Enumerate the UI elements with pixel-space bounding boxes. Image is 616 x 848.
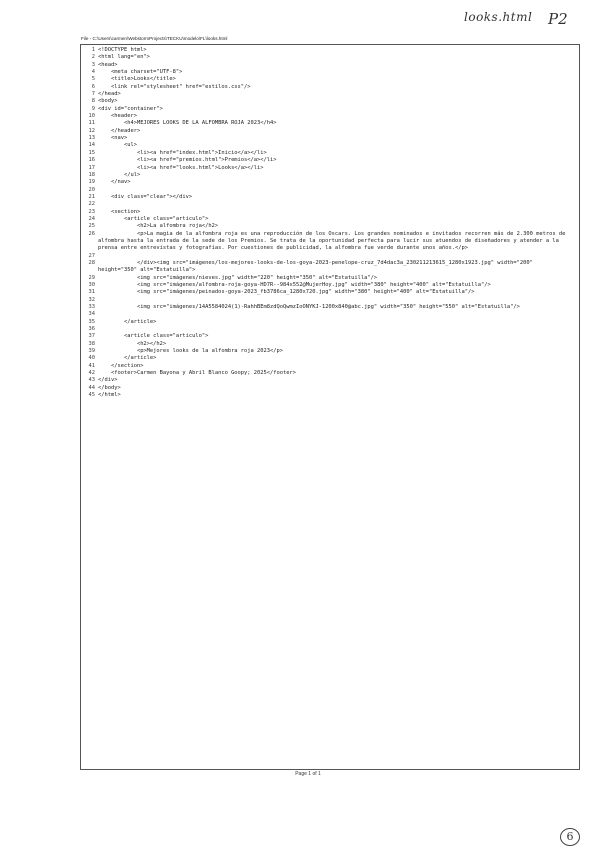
line-number: 31: [88, 289, 95, 296]
code-line: [84, 120, 574, 127]
code-line: [84, 128, 574, 135]
code-line: [84, 165, 574, 172]
line-text: </body>: [98, 384, 121, 391]
code-line: [84, 54, 574, 61]
line-number: 33: [88, 304, 95, 311]
code-line: [84, 69, 574, 76]
code-line: [84, 348, 574, 355]
line-number: 29: [88, 274, 95, 281]
line-text: <header>: [98, 113, 137, 120]
code-line: [84, 370, 574, 377]
line-text: <p>Mejores looks de la alfombra roja 2023</p>: [98, 348, 283, 355]
code-line: [84, 157, 574, 164]
code-listing: [84, 47, 574, 400]
line-text: <title>Looks</title>: [98, 76, 176, 83]
code-line: [84, 363, 574, 370]
line-number: 40: [88, 355, 95, 362]
line-number: 39: [88, 348, 95, 355]
code-line: [84, 172, 574, 179]
code-line: [84, 297, 574, 304]
line-number: 42: [88, 370, 95, 377]
code-line: [84, 341, 574, 348]
line-number: 20: [88, 186, 95, 193]
code-line: [84, 209, 574, 216]
handwritten-page-label: P2: [548, 10, 568, 28]
line-number: 3: [91, 61, 95, 68]
code-line: [84, 135, 574, 142]
code-line: [84, 223, 574, 230]
code-line: [84, 76, 574, 83]
line-text: </ul>: [98, 171, 141, 178]
line-text: <h4>MEJORES LOOKS DE LA ALFOMBRA ROJA 2023</h4>: [98, 120, 277, 127]
line-number: 6: [91, 83, 95, 90]
code-line: [84, 260, 574, 275]
line-number: 8: [91, 98, 95, 105]
line-text: </html>: [98, 392, 121, 399]
code-line: [84, 289, 574, 296]
code-line: [84, 377, 574, 384]
line-text: <img src="imágenes/peinados-goya-2023_fb3786ca_1280x720.jpg" width="380" height="400" alt="Estatuilla"/>: [98, 289, 475, 296]
line-number: 2: [91, 54, 95, 61]
line-text: <img src="imágenes/alfombra-roja-goya-HD7R--984x552@MujerHoy.jpg" width="380" height="400" alt="Estatuilla"/>: [98, 282, 491, 288]
line-text: <li><a href="looks.html">Looks</a></li>: [98, 164, 264, 171]
line-number: 17: [88, 164, 95, 171]
line-text: <link rel="stylesheet" href="estilos.css"/>: [98, 83, 251, 90]
line-text: </nav>: [98, 179, 131, 186]
line-number: 38: [88, 340, 95, 347]
line-number: 25: [88, 223, 95, 230]
line-text: <footer>Carmen Bayona y Abril Blanco Goopy; 2025</footer>: [98, 370, 296, 377]
code-line: [84, 355, 574, 362]
code-line: [84, 113, 574, 120]
code-line: [84, 201, 574, 208]
code-line: [84, 142, 574, 149]
code-line: [84, 47, 574, 54]
line-text: <img src="imágenes/14A5584024(1)-RahhBEm8zdQoQwmzIoONYKJ-1200x840@abc.jpg" width="350" height="550" alt="Estatuilla"/>: [98, 304, 520, 311]
code-line: [84, 98, 574, 105]
line-number: 1: [91, 47, 95, 53]
code-line: [84, 179, 574, 186]
line-text: <nav>: [98, 135, 128, 142]
line-number: 37: [88, 333, 95, 340]
line-text: <ul>: [98, 142, 137, 149]
line-text: <h2>La alfombra roja</h2>: [98, 223, 219, 230]
line-text: </section>: [98, 362, 144, 369]
line-number: 16: [88, 157, 95, 164]
line-number: 34: [88, 311, 95, 318]
line-text: <article class="articulo">: [98, 333, 209, 340]
line-number: 11: [88, 120, 95, 127]
line-number: 35: [88, 318, 95, 325]
line-number: 21: [88, 193, 95, 200]
line-number: 41: [88, 362, 95, 369]
code-line: [84, 106, 574, 113]
code-line: [84, 253, 574, 260]
line-number: 14: [88, 142, 95, 149]
line-number: 30: [88, 282, 95, 288]
line-text: <div class="clear"></div>: [98, 193, 193, 200]
line-number: 27: [88, 252, 95, 259]
line-number: 10: [88, 113, 95, 120]
line-number: 18: [88, 171, 95, 178]
code-line: [84, 333, 574, 340]
page-footer: Page 1 of 1: [295, 771, 321, 777]
code-line: [84, 194, 574, 201]
code-line: [84, 62, 574, 69]
code-line: [84, 304, 574, 311]
line-number: 32: [88, 296, 95, 303]
line-number: 5: [91, 76, 95, 83]
line-text: </div><img src="imágenes/los-mejores-looks-de-los-goya-2023-penelope-cruz_7d4dac3a_230211213615_1280x1923.jpg" width="200" height="350" alt="Estatuilla">: [98, 259, 537, 274]
code-line: [84, 150, 574, 157]
line-text: <meta charset="UTF-8">: [98, 69, 183, 76]
code-line: [84, 326, 574, 333]
code-line: [84, 231, 574, 253]
line-text: <!DOCTYPE html>: [98, 47, 147, 53]
line-number: 44: [88, 384, 95, 391]
line-number: 4: [91, 69, 95, 76]
line-text: </article>: [98, 318, 157, 325]
file-path-header: File - C:\Users\carmen\WebstormProjects\TECKU\modelo\FL\looks.html: [81, 36, 228, 41]
line-number: 12: [88, 127, 95, 134]
line-number: 36: [88, 326, 95, 333]
line-number: 19: [88, 179, 95, 186]
line-text: </header>: [98, 127, 141, 134]
code-line: [84, 216, 574, 223]
line-text: <head>: [98, 61, 118, 68]
line-text: </article>: [98, 355, 157, 362]
line-text: <section>: [98, 208, 141, 215]
line-number: 26: [88, 230, 95, 237]
line-number: 24: [88, 215, 95, 222]
code-line: [84, 319, 574, 326]
line-text: <h2></h2>: [98, 340, 167, 347]
line-text: </div>: [98, 377, 118, 384]
line-text: <li><a href="premios.html">Premios</a></li>: [98, 157, 277, 164]
line-text: </head>: [98, 91, 121, 98]
code-line: [84, 385, 574, 392]
code-line: [84, 187, 574, 194]
line-text: <article class="articulo">: [98, 215, 209, 222]
line-text: <img src="imágenes/nieves.jpg" width="220" height="350" alt="Estatuilla"/>: [98, 274, 378, 281]
code-line: [84, 91, 574, 98]
handwritten-filename: looks.html: [464, 10, 533, 24]
line-text: <html lang="en">: [98, 54, 150, 61]
code-line: [84, 84, 574, 91]
code-line: [84, 311, 574, 318]
line-text: <body>: [98, 98, 118, 105]
code-line: [84, 392, 574, 399]
line-number: 23: [88, 208, 95, 215]
circled-page-number: 6: [560, 828, 580, 846]
line-number: 28: [88, 259, 95, 266]
code-line: [84, 275, 574, 282]
line-number: 13: [88, 135, 95, 142]
line-text: <li><a href="index.html">Inicio</a></li>: [98, 149, 267, 156]
line-text: <div id="container">: [98, 105, 163, 112]
line-number: 22: [88, 201, 95, 208]
line-number: 45: [88, 392, 95, 399]
line-number: 43: [88, 377, 95, 384]
line-text: <p>La magia de la alfombra roja es una reproducción de los Oscars. Los grandes nominados e invitados recorren más de 2.300 metros de alfombra hasta la entrada de la sede de los Premios. Se trata de la oportunidad perfecta para lucir sus atuendos de diseñadores y atender a la prensa entre entrevistas y fotografías. Por cuestiones de publicidad, la alfombra fue verde durante unos años.</p>: [98, 230, 569, 252]
line-number: 15: [88, 149, 95, 156]
line-number: 7: [91, 91, 95, 98]
line-number: 9: [91, 105, 95, 112]
